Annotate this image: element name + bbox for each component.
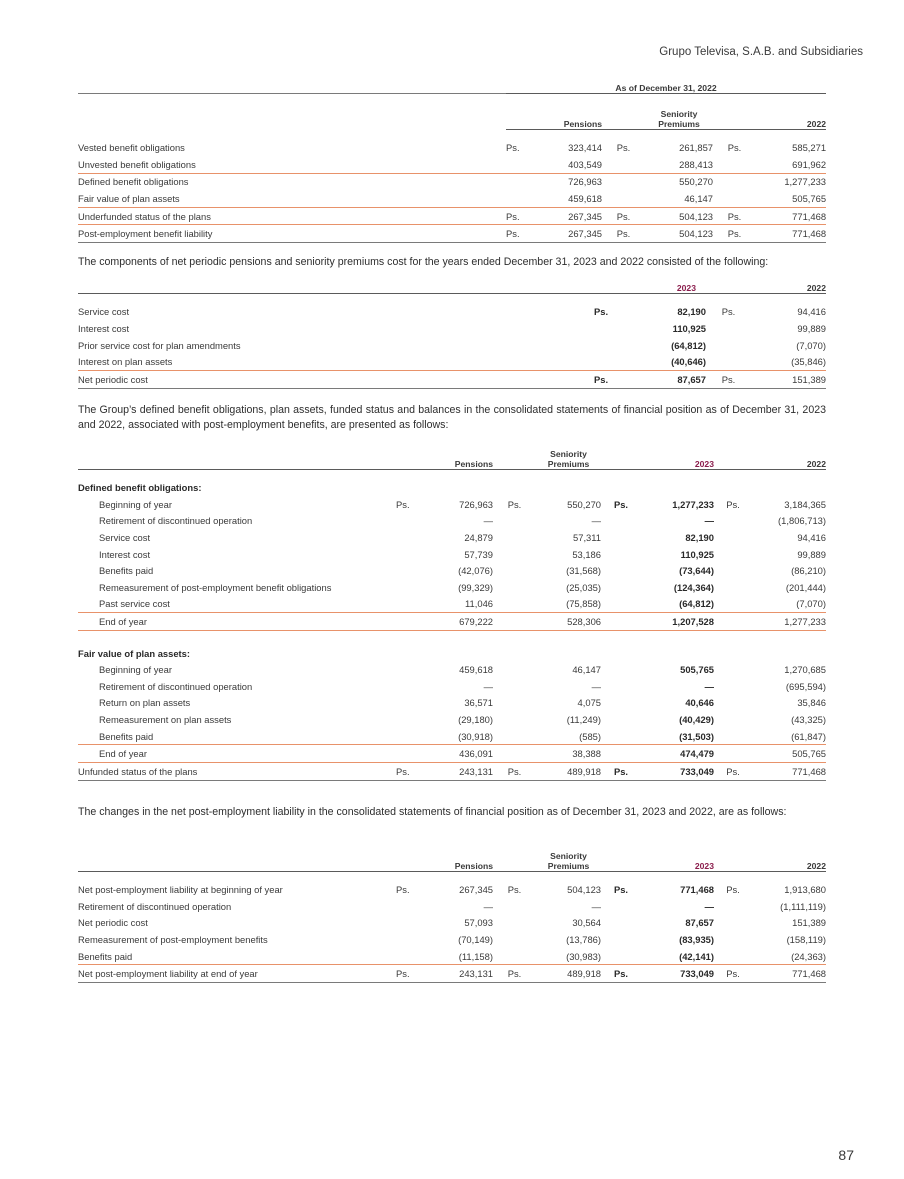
currency: Ps. — [714, 763, 752, 781]
value-2023: 771,468 — [680, 884, 714, 896]
value-2022: 151,389 — [792, 917, 826, 929]
table-net-liability-changes — [78, 843, 826, 983]
value-2023: (124,364) — [673, 581, 714, 593]
col-pensions: Pensions — [534, 93, 602, 129]
value-pensions: 267,345 — [534, 225, 602, 243]
table-row — [78, 337, 826, 354]
value-2023: (64,812) — [671, 339, 706, 351]
value-total: 505,765 — [792, 193, 827, 205]
table1-group-header: As of December 31, 2022 — [506, 73, 826, 93]
value-2022: 771,468 — [752, 763, 826, 781]
row-label: Unvested benefit obligations — [78, 158, 196, 170]
table-row — [78, 353, 826, 370]
row-label: Net post-employment liability at end of year — [78, 965, 396, 983]
row-label: Unfunded status of the plans — [78, 763, 396, 781]
currency: Ps. — [594, 370, 634, 388]
row-label: Prior service cost for plan amendments — [78, 339, 241, 351]
value-2022: 3,184,365 — [784, 498, 826, 510]
value-seniority: 4,075 — [577, 697, 601, 709]
value-2023: 110,925 — [672, 322, 706, 334]
value-pensions: (99,329) — [458, 581, 493, 593]
value-pensions: 24,879 — [464, 532, 493, 544]
value-2022: 1,913,680 — [784, 884, 826, 896]
currency: Ps. — [396, 498, 410, 510]
currency: Ps. — [594, 306, 609, 318]
value-2022: (1,806,713) — [778, 515, 826, 527]
row-label: Return on plan assets — [99, 697, 191, 709]
row-label: Remeasurement of post-employment benefit obligations — [99, 581, 332, 593]
value-seniority: 504,123 — [645, 225, 713, 243]
col-seniority-line2: Premiums — [547, 458, 590, 469]
value-seniority: — — [591, 900, 601, 912]
currency: Ps. — [506, 142, 520, 154]
col-pensions: Pensions — [426, 843, 493, 871]
value-2023: (83,935) — [679, 934, 714, 946]
value-2022: 99,889 — [797, 548, 826, 560]
value-seniority: 504,123 — [645, 207, 713, 225]
value-pensions: 57,093 — [464, 917, 493, 929]
value-seniority: (30,983) — [566, 950, 601, 962]
value-2023: (31,503) — [679, 730, 714, 742]
table-row — [78, 207, 826, 225]
section-title-dbo: Defined benefit obligations: — [78, 482, 202, 494]
row-label: Net periodic cost — [78, 370, 594, 388]
row-label: Benefits paid — [78, 950, 133, 962]
col-pensions: Pensions — [426, 441, 493, 469]
currency: Ps. — [601, 763, 641, 781]
value-2023: (64,812) — [679, 598, 714, 610]
value-2023: 1,277,233 — [672, 498, 714, 510]
row-label: Remeasurement on plan assets — [99, 714, 232, 726]
value-pensions: 726,963 — [459, 498, 493, 510]
value-pensions: 11,046 — [465, 598, 493, 610]
row-label: End of year — [78, 613, 396, 631]
col-2023: 2023 — [641, 843, 714, 871]
value-seniority: 550,270 — [567, 498, 601, 510]
row-label: Benefits paid — [99, 565, 154, 577]
row-label: Post-employment benefit liability — [78, 225, 506, 243]
table-row — [78, 513, 826, 530]
col-seniority-line1: Seniority — [550, 448, 587, 459]
table-row — [78, 579, 826, 596]
value-seniority: 288,413 — [679, 158, 713, 170]
section-title-fva: Fair value of plan assets: — [78, 647, 191, 659]
table-row — [78, 173, 826, 190]
table-row — [78, 562, 826, 579]
value-2023: (42,141) — [679, 950, 714, 962]
table-row — [78, 529, 826, 546]
value-2023: — — [704, 900, 714, 912]
value-2022: (7,070) — [796, 598, 826, 610]
row-label: Underfunded status of the plans — [78, 207, 506, 225]
value-2022: (35,846) — [791, 356, 826, 368]
table-row — [78, 190, 826, 207]
value-seniority: 57,311 — [573, 532, 601, 544]
value-2023: (73,644) — [679, 565, 714, 577]
value-2023: 87,657 — [634, 370, 706, 388]
value-pensions: 36,571 — [464, 697, 493, 709]
row-label: Beginning of year — [99, 498, 172, 510]
table-row — [78, 496, 826, 513]
table-row — [78, 304, 826, 321]
currency: Ps. — [706, 370, 751, 388]
table-row — [78, 728, 826, 745]
col-2022: 2022 — [752, 441, 826, 469]
paragraph-net-periodic-cost: The components of net periodic pensions and seniority premiums cost for the years ended December 31, 2023 and 2022 consisted of the following: — [78, 256, 769, 268]
table-row — [78, 596, 826, 613]
currency: Ps. — [713, 225, 756, 243]
value-seniority: (75,858) — [566, 598, 601, 610]
value-2023: — — [704, 515, 714, 527]
row-label: Benefits paid — [99, 730, 154, 742]
value-2022: 771,468 — [752, 965, 826, 983]
col-2022: 2022 — [751, 276, 826, 293]
row-label: Defined benefit obligations — [78, 173, 506, 190]
value-2022: 505,765 — [752, 745, 826, 763]
table-row — [78, 140, 826, 157]
value-2023: 733,049 — [641, 763, 714, 781]
value-2022: (24,363) — [791, 950, 826, 962]
col-seniority-line1: Seniority — [550, 850, 587, 861]
value-2022: (43,325) — [791, 714, 826, 726]
value-pensions: (29,180) — [458, 714, 493, 726]
value-2022: 151,389 — [751, 370, 826, 388]
table-benefit-obligations — [78, 441, 826, 781]
currency: Ps. — [396, 884, 410, 896]
value-2022: 94,416 — [797, 532, 826, 544]
value-2023: — — [704, 680, 714, 692]
value-seniority: 38,388 — [536, 745, 601, 763]
page-number: 87 — [838, 1147, 854, 1163]
value-2023: 40,646 — [685, 697, 714, 709]
value-seniority: (25,035) — [566, 581, 601, 593]
value-pensions: 267,345 — [534, 207, 602, 225]
row-label: Beginning of year — [99, 664, 172, 676]
value-seniority: 528,306 — [536, 613, 601, 631]
table-net-periodic-cost — [78, 276, 826, 389]
currency: Ps. — [616, 142, 631, 154]
row-label: Interest cost — [99, 548, 151, 560]
table-row — [78, 948, 826, 965]
company-header: Grupo Televisa, S.A.B. and Subsidiaries — [659, 46, 863, 58]
value-2022: (86,210) — [791, 565, 826, 577]
value-seniority: 53,186 — [572, 548, 601, 560]
col-seniority-line1: Seniority — [660, 108, 698, 119]
value-2023: 82,190 — [677, 306, 706, 318]
row-label: Service cost — [99, 532, 151, 544]
value-pensions: 403,549 — [568, 158, 602, 170]
row-label: End of year — [78, 745, 396, 763]
value-seniority: (13,786) — [566, 934, 601, 946]
table-row — [78, 915, 826, 932]
table-row — [78, 678, 826, 695]
table-row — [78, 225, 826, 243]
currency: Ps. — [507, 498, 522, 510]
value-pensions: 323,414 — [568, 142, 602, 154]
currency: Ps. — [601, 965, 641, 983]
value-2022: 94,416 — [797, 306, 826, 318]
value-2022: (695,594) — [785, 680, 826, 692]
value-2022: (201,444) — [785, 581, 826, 593]
currency: Ps. — [726, 498, 740, 510]
value-pensions: 726,963 — [534, 173, 602, 190]
currency: Ps. — [713, 207, 756, 225]
value-total: 691,962 — [792, 158, 827, 170]
value-pensions: 267,345 — [459, 884, 493, 896]
value-2023: 87,657 — [685, 917, 714, 929]
currency: Ps. — [613, 498, 629, 510]
value-2022: (61,847) — [791, 730, 826, 742]
value-pensions: 57,739 — [464, 548, 493, 560]
value-pensions: (70,149) — [458, 934, 493, 946]
table-row — [78, 661, 826, 678]
value-pensions: 459,618 — [459, 664, 493, 676]
value-pensions: 243,131 — [426, 763, 493, 781]
currency: Ps. — [507, 884, 522, 896]
row-label: Retirement of discontinued operation — [99, 680, 253, 692]
table-row — [78, 882, 826, 899]
value-seniority: 46,147 — [684, 193, 713, 205]
currency: Ps. — [714, 965, 752, 983]
value-2023: 1,207,528 — [641, 613, 714, 631]
value-2023: 82,190 — [685, 532, 714, 544]
col-seniority-line2: Premiums — [547, 860, 590, 871]
value-pensions: 459,618 — [568, 193, 602, 205]
currency: Ps. — [727, 142, 742, 154]
table-row — [78, 695, 826, 712]
value-2023: 505,765 — [680, 664, 714, 676]
value-2023: 733,049 — [641, 965, 714, 983]
row-label: Retirement of discontinued operation — [99, 515, 253, 527]
row-label: Vested benefit obligations — [78, 142, 185, 154]
currency: Ps. — [726, 884, 740, 896]
value-pensions: — — [483, 515, 493, 527]
row-label: Fair value of plan assets — [78, 193, 180, 205]
table-row — [78, 965, 826, 983]
row-label: Remeasurement of post-employment benefits — [78, 934, 268, 946]
col-year: 2022 — [756, 93, 826, 129]
value-2022: (158,119) — [786, 934, 826, 946]
value-seniority: (31,568) — [566, 565, 601, 577]
value-seniority: (11,249) — [566, 714, 601, 726]
value-seniority: 550,270 — [645, 173, 713, 190]
row-label: Interest on plan assets — [78, 356, 173, 368]
row-label: Net post-employment liability at beginning of year — [78, 884, 283, 896]
value-seniority: 504,123 — [567, 884, 601, 896]
currency: Ps. — [721, 306, 736, 318]
value-pensions: 679,222 — [426, 613, 493, 631]
value-2022: (7,070) — [796, 339, 826, 351]
row-label: Past service cost — [99, 598, 170, 610]
value-pensions: 436,091 — [426, 745, 493, 763]
value-pensions: (30,918) — [458, 730, 493, 742]
value-pensions: — — [483, 680, 493, 692]
currency: Ps. — [506, 207, 534, 225]
table-row — [78, 613, 826, 631]
row-label: Interest cost — [78, 322, 130, 334]
value-2023: (40,646) — [671, 356, 706, 368]
currency: Ps. — [396, 965, 426, 983]
table-row — [78, 898, 826, 915]
currency: Ps. — [506, 225, 534, 243]
row-label: Retirement of discontinued operation — [78, 900, 232, 912]
paragraph-benefit-obligations: The Group’s defined benefit obligations, plan assets, funded status and balances in the consolidated statements of financial position as of December 31, 2023 and 2022, associated with post-employment benefits, are presented as follows: — [78, 404, 826, 431]
table-row — [78, 156, 826, 173]
currency: Ps. — [396, 763, 426, 781]
currency: Ps. — [493, 763, 536, 781]
table-row — [78, 320, 826, 337]
value-seniority: 46,147 — [572, 664, 601, 676]
value-seniority: 489,918 — [536, 763, 601, 781]
row-label: Net periodic cost — [78, 917, 148, 929]
value-2023: 474,479 — [641, 745, 714, 763]
value-seniority: — — [591, 680, 601, 692]
col-2023: 2023 — [634, 276, 706, 293]
currency: Ps. — [602, 225, 645, 243]
paragraph-net-liability-changes: The changes in the net post-employment liability in the consolidated statements of financial position as of December 31, 2023 and 2022, are as follows: — [78, 806, 787, 818]
table-row — [78, 711, 826, 728]
value-seniority: — — [591, 515, 601, 527]
value-total: 771,468 — [756, 225, 826, 243]
table-row — [78, 370, 826, 388]
value-pensions: 243,131 — [426, 965, 493, 983]
value-2022: (1,111,119) — [780, 900, 826, 912]
value-seniority: 30,564 — [572, 917, 601, 929]
value-pensions: (42,076) — [458, 565, 493, 577]
value-total: 585,271 — [792, 142, 827, 154]
value-seniority: (585) — [579, 730, 601, 742]
table-row — [78, 745, 826, 763]
value-2022: 35,846 — [797, 697, 826, 709]
currency: Ps. — [493, 965, 536, 983]
value-total: 771,468 — [756, 207, 826, 225]
table-row — [78, 931, 826, 948]
table-row — [78, 546, 826, 563]
value-2023: (40,429) — [679, 714, 714, 726]
col-2022: 2022 — [752, 843, 826, 871]
value-seniority: 261,857 — [679, 142, 713, 154]
value-2022: 1,270,685 — [784, 664, 826, 676]
value-2023: 110,925 — [680, 548, 714, 560]
col-2023: 2023 — [641, 441, 714, 469]
value-seniority: 489,918 — [536, 965, 601, 983]
value-pensions: — — [483, 900, 493, 912]
value-pensions: (11,158) — [458, 950, 493, 962]
value-2022: 99,889 — [797, 322, 826, 334]
value-2022: 1,277,233 — [752, 613, 826, 631]
currency: Ps. — [602, 207, 645, 225]
col-seniority-line2: Premiums — [658, 118, 700, 129]
value-total: 1,277,233 — [756, 173, 826, 190]
table-row — [78, 763, 826, 781]
currency: Ps. — [613, 884, 629, 896]
table-2022-obligations — [78, 73, 826, 243]
row-label: Service cost — [78, 306, 130, 318]
